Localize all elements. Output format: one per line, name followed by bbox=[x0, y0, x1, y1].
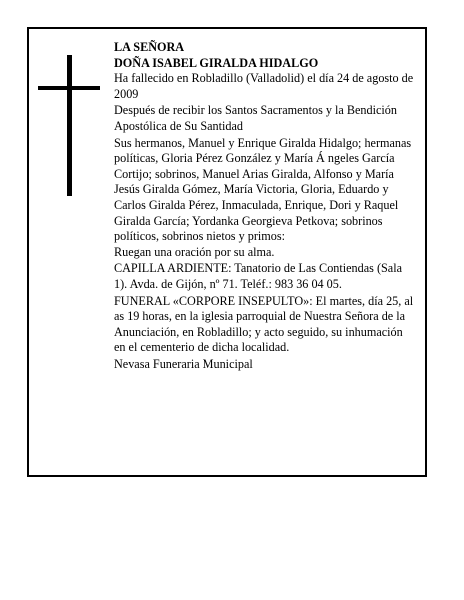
cross-vertical-bar bbox=[67, 55, 72, 196]
chapel-info: CAPILLA ARDIENTE: Tanatorio de Las Contiendas (Sala 1). Avda. de Gijón, nº 71. Teléf.: 983 36 04 05. bbox=[114, 261, 402, 291]
sacraments-statement: Después de recibir los Santos Sacramentos y la Bendición Apostólica de Su Santidad bbox=[114, 103, 397, 133]
prayer-request: Ruegan una oración por su alma. bbox=[114, 244, 275, 259]
death-statement: Ha fallecido en Robladillo (Valladolid) el día 24 de agosto de 2009 bbox=[114, 71, 414, 101]
obituary-notice bbox=[27, 27, 427, 477]
funeral-home: Nevasa Funeraria Municipal bbox=[114, 356, 253, 371]
obituary-text bbox=[114, 40, 414, 373]
family-list: Sus hermanos, Manuel y Enrique Giralda Hidalgo; hermanas políticas, Gloria Pérez González y María Á ngeles García Cortijo; sobrinos, Manuel Arias Giralda, Alfonso y María Jesús Giralda Gómez, María Victoria, Gloria, Eduardo y Carlos Giralda Pérez, Inmaculada, Enrique, Dori y Raquel Giralda García; Yordanka Georgieva Petkova; sobrinos políticos, sobrinos nietos y primos: bbox=[114, 135, 412, 244]
title-line-1: LA SEÑORA bbox=[114, 40, 185, 54]
deceased-name: DOÑA ISABEL GIRALDA HIDALGO bbox=[114, 55, 319, 70]
funeral-info: FUNERAL «CORPORE INSEPULTO»: El martes, día 25, al as 19 horas, en la iglesia parroquial de Nuestra Señora de la Anunciación, en Robladillo; y acto seguido, su inhumación en el cementerio de dicha localidad. bbox=[114, 293, 414, 355]
cross-horizontal-bar bbox=[38, 86, 100, 90]
